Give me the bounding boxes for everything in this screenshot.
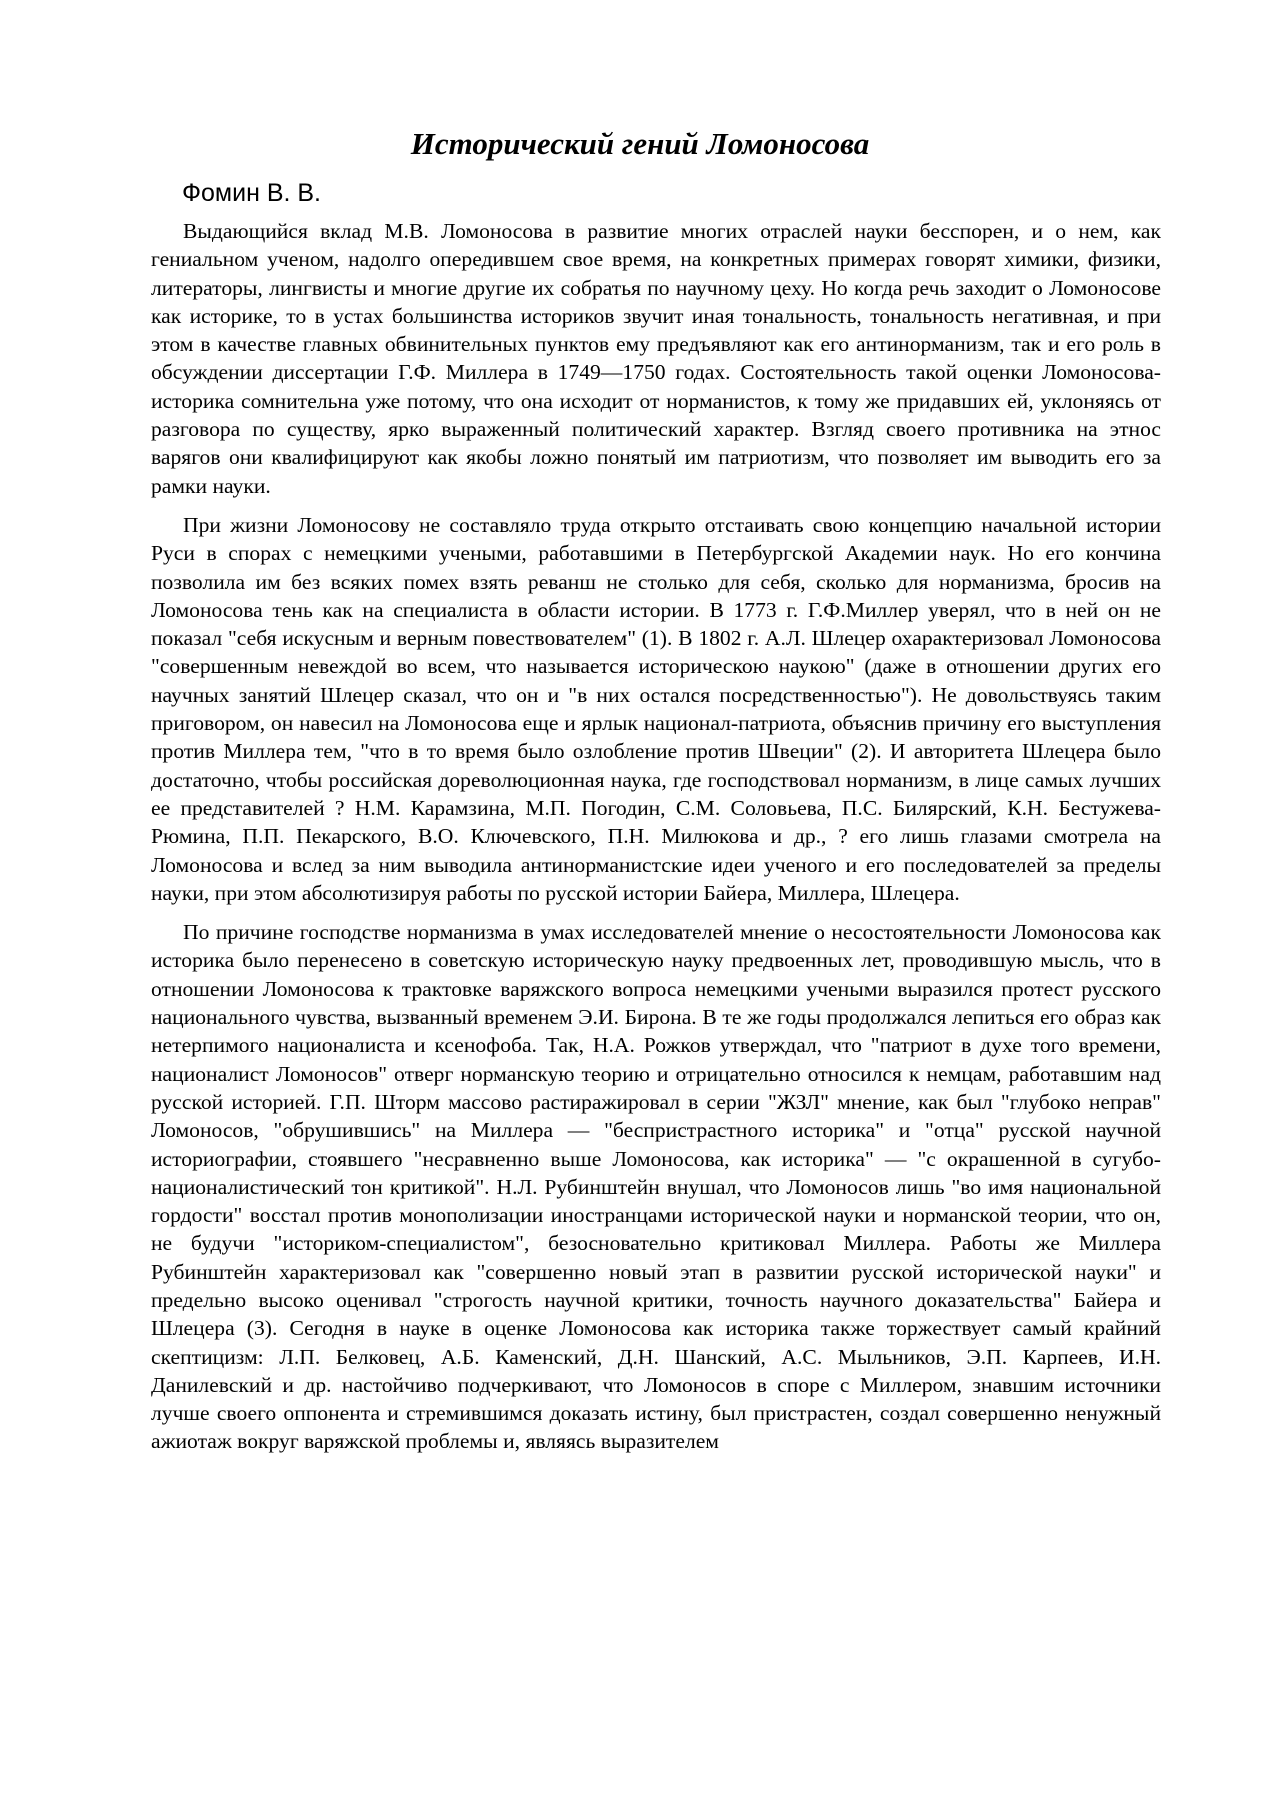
paragraph-1: Выдающийся вклад М.В. Ломоносова в развитие многих отраслей науки бесспорен, и о нем, как гениальном ученом, надолго опередившем свое время, на конкретных примерах говорят химики, физики, литераторы, лингвисты и многие другие их собратья по научному цеху. Но когда речь заходит о Ломоносове как историке, то в устах большинства историков звучит иная тональность, тональность негативная, и при этом в качестве главных обвинительных пунктов ему предъявляют как его антинорманизм, так и его роль в обсуждении диссертации Г.Ф. Миллера в 1749—1750 годах. Состоятельность такой оценки Ломоносова-историка сомнительна уже потому, что она исходит от норманистов, к тому же придавших ей, уклоняясь от разговора по существу, ярко выраженный политический характер. Взгляд своего противника на этнос варягов они квалифицируют как якобы ложно понятый им патриотизм, что позволяет им выводить его за рамки науки. <box>151 219 1161 498</box>
paragraph-3: По причине господстве норманизма в умах исследователей мнение о несостоятельности Ломоносова как историка было перенесено в советскую историческую науку предвоенных лет, проводившую мысль, что в отношении Ломоносова к трактовке варяжского вопроса немецкими учеными выразился протест русского национального чувства, вызванный временем Э.И. Бирона. В те же годы продолжался лепиться его образ как нетерпимого националиста и ксенофоба. Так, Н.А. Рожков утверждал, что "патриот в духе того времени, националист Ломоносов" отверг норманскую теорию и отрицательно относился к немцам, работавшим над русской историей. Г.П. Шторм массово растиражировал в серии "ЖЗЛ" мнение, как был "глубоко неправ" Ломоносов, "обрушившись" на Миллера — "беспристрастного историка" и "отца" русской научной историографии, стоявшего "несравненно выше Ломоносова, как историка" — "с окрашенной в сугубо-националистический тон критикой". Н.Л. Рубинштейн внушал, что Ломоносов лишь "во имя национальной гордости" восстал против монополизации иностранцами исторической науки и норманской теории, что он, не будучи "историком-специалистом", безосновательно критиковал Миллера. Работы же Миллера Рубинштейн характеризовал как "совершенно новый этап в развитии русской исторической науки" и предельно высоко оценивал "строгость научной критики, точность научного доказательства" Байера и Шлецера (3). Сегодня в науке в оценке Ломоносова как историка также торжествует самый крайний скептицизм: Л.П. Белковец, А.Б. Каменский, Д.Н. Шанский, А.С. Мыльников, Э.П. Карпеев, И.Н. Данилевский и др. настойчиво подчеркивают, что Ломоносов в споре с Миллером, знавшим источники лучше своего оппонента и стремившимся доказать истину, был пристрастен, создал совершенно ненужный ажиотаж вокруг варяжской проблемы и, являясь выразителем <box>151 920 1161 1454</box>
document-title: Исторический гений Ломоносова <box>410 126 870 161</box>
paragraph-2: При жизни Ломоносову не составляло труда открыто отстаивать свою концепцию начальной истории Руси в спорах с немецкими учеными, работавшими в Петербургской Академии наук. Но его кончина позволила им без всяких помех взять реванш не столько для себя, сколько для норманизма, бросив на Ломоносова тень как на специалиста в области истории. В 1773 г. Г.Ф.Миллер уверял, что в ней он не показал "себя искусным и верным повествователем" (1). В 1802 г. А.Л. Шлецер охарактеризовал Ломоносова "совершенным невеждой во всем, что называется историческою наукою" (даже в отношении других его научных занятий Шлецер сказал, что он и "в них остался посредственностью"). Не довольствуясь таким приговором, он навесил на Ломоносова еще и ярлык национал-патриота, объяснив причину его выступления против Миллера тем, "что в то время было озлобление против Швеции" (2). И авторитета Шлецера было достаточно, чтобы российская дореволюционная наука, где господствовал норманизм, в лице самых лучших ее представителей ? Н.М. Карамзина, М.П. Погодин, С.М. Соловьева, П.С. Билярский, К.Н. Бестужева-Рюмина, П.П. Пекарского, В.О. Ключевского, П.Н. Милюкова и др., ? его лишь глазами смотрела на Ломоносова и вслед за ним выводила антинорманистские идеи ученого и его последователей за пределы науки, при этом абсолютизируя работы по русской истории Байера, Миллера, Шлецера. <box>151 512 1161 905</box>
document-body <box>151 217 1161 1467</box>
document-author: Фомин В. В. <box>182 179 322 207</box>
